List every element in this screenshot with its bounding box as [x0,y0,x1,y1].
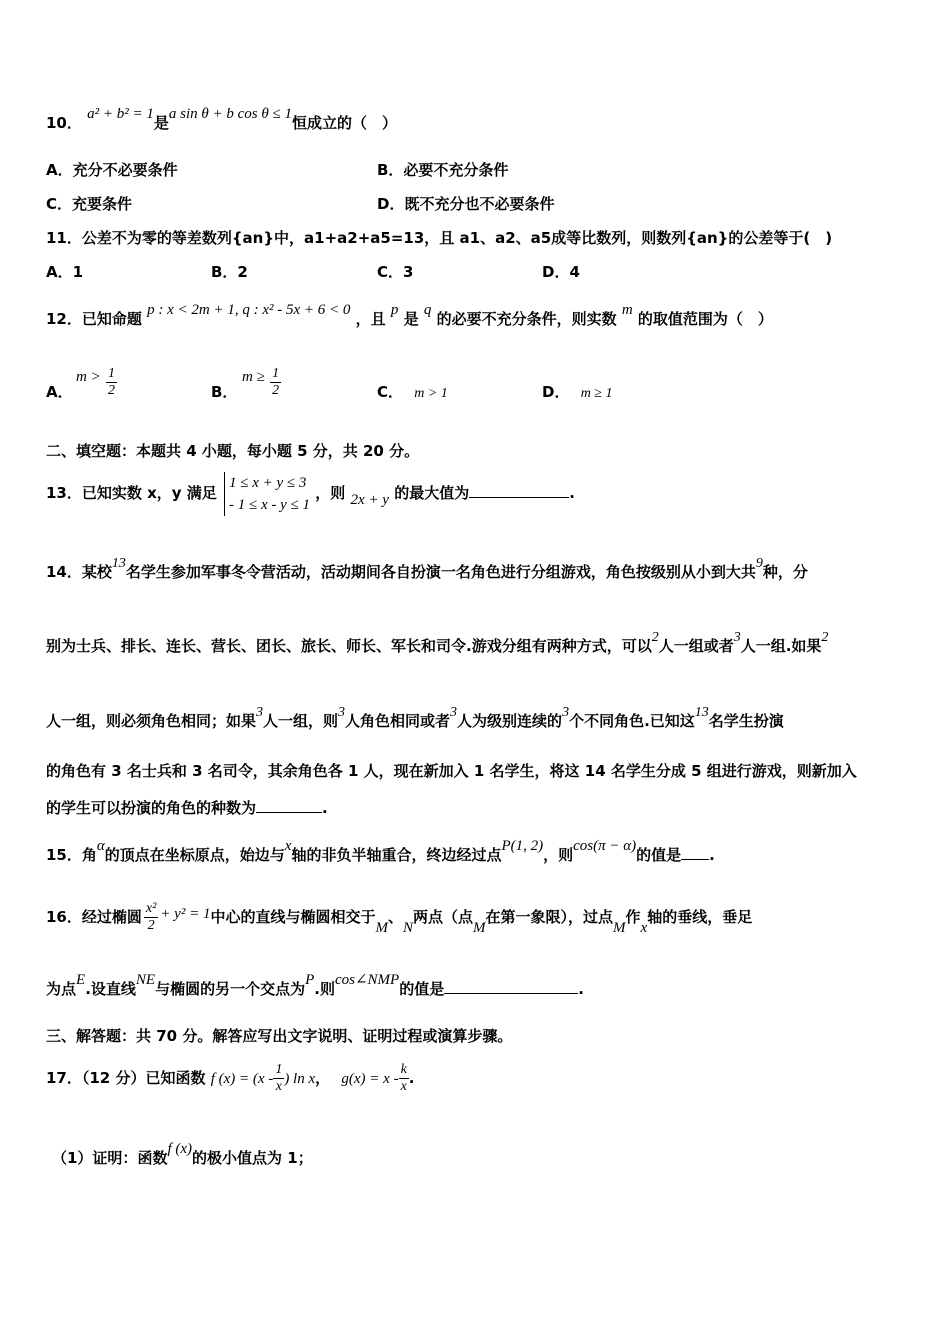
question-text: 与椭圆的另一个交点为 [155,980,306,998]
question-text: . [578,980,584,998]
math-number: 3 [450,705,458,720]
fraction-numerator: 1 [107,366,115,381]
option-c [377,372,448,414]
inequality-1: 1 ≤ x + y ≤ 3 [229,474,307,491]
question-14-line-2 [46,630,910,658]
question-text: 名学生扮演 [708,712,784,730]
math-expr: m > 1 [414,386,448,401]
math-expr: m > [76,369,101,385]
math-number: 9 [755,556,763,571]
question-text: 的极小值点为 1； [192,1149,313,1167]
fraction [399,1062,409,1095]
math-number: 13 [694,705,709,720]
math-expr: M [613,920,626,936]
question-text: 轴的垂线，垂足 [647,908,753,926]
math-number: 2 [821,630,829,645]
question-text: 13．已知实数 x，y 满足 [46,484,217,502]
math-expr: cos(π − α) [573,838,637,854]
math-expr: m ≥ [242,369,265,385]
answer-blank[interactable] [469,483,569,498]
question-text: 的学生可以扮演的角色的种数为 [46,799,257,817]
question-text: 为点 [46,980,77,998]
option-c: C．充要条件 [46,195,133,213]
math-expr: + y² = 1 [160,906,211,922]
fraction-numerator: x² [145,901,157,916]
math-expr: f (x) [167,1141,193,1157]
option-a: A．充分不必要条件 [46,161,178,179]
question-17-part-1 [52,1141,910,1169]
math-expr: x [640,920,648,936]
option-d [542,372,612,414]
question-text: 作 [625,908,641,926]
question-15 [46,838,910,866]
question-text: . [569,484,575,502]
question-text: 人为级别连续的 [457,712,563,730]
question-text: 15．角 [46,846,97,864]
math-number: 3 [733,630,741,645]
question-text: 的值是 [636,846,682,864]
math-expr: a² + b² = 1 [87,106,154,122]
fraction-numerator: 1 [275,1062,283,1077]
math-expr: g(x) = x - [341,1071,399,1087]
question-text: . [322,799,328,817]
question-text: 别为士兵、排长、连长、营长、团长、旅长、师长、军长和司令.游戏分组有两种方式，可以 [46,637,652,655]
question-text: 的最大值为 [394,484,470,502]
question-text: 恒成立的（ ） [291,114,397,132]
fraction-denominator: 2 [107,383,115,398]
inequality-system [224,472,310,516]
question-14-line-3 [46,705,910,733]
answer-blank[interactable] [681,845,709,860]
q12-options [46,362,910,402]
option-a: A．1 [46,263,84,281]
question-14-line-4: 的角色有 3 名士兵和 3 名司令，其余角色各 1 人，现在新加入 1 名学生，将这 14 名学生分成 5 组进行游戏，则新加入 [46,762,857,780]
question-text: 中心的直线与椭圆相交于 [210,908,376,926]
math-expr: P(1, 2) [501,838,544,854]
math-expr: p : x < 2m + 1, q : x² - 5x + 6 < 0 [147,302,351,318]
question-text: 的顶点在坐标原点，始边与 [104,846,285,864]
math-expr: m [621,302,633,318]
math-number: 2 [651,630,659,645]
option-label: B． [211,383,238,401]
fraction [106,366,117,399]
question-14-line-5 [46,798,910,818]
question-text: . [408,1069,415,1087]
answer-blank[interactable] [256,798,322,813]
question-text: .设直线 [85,980,136,998]
fraction [144,901,158,934]
option-b [211,372,237,412]
question-text: . [709,846,715,864]
math-expr: M [473,920,486,936]
option-b-expr [242,362,281,403]
math-number: 3 [256,705,264,720]
question-text: ， [315,1069,331,1087]
option-c: C．3 [377,263,414,281]
fraction-numerator: k [400,1062,407,1077]
question-text: 在第一象限），过点 [485,908,614,926]
question-text: 人一组或者 [658,637,734,655]
fraction-numerator: 1 [272,366,280,381]
math-expr: cos∠NMP [334,972,400,988]
question-text: 是 [403,310,419,328]
math-expr: M [375,920,388,936]
math-expr: a sin θ + b cos θ ≤ 1 [168,106,292,122]
fraction-denominator: x [400,1079,407,1094]
question-16-line-2 [46,972,910,1000]
question-text: 种，分 [762,563,808,581]
math-expr: α [96,838,105,854]
question-14-line-1 [46,556,910,584]
math-number: 13 [111,556,126,571]
section-2-heading: 二、填空题：本题共 4 小题，每小题 5 分，共 20 分。 [46,442,420,460]
option-label: A． [46,383,73,401]
option-b: B．2 [211,263,248,281]
fraction-denominator: 2 [147,918,155,933]
fraction [273,1062,284,1095]
question-text: ，则 [315,484,346,502]
fraction [270,366,281,399]
math-number: 3 [562,705,570,720]
option-a [46,372,73,412]
question-text: 人一组，则必须角色相同；如果 [46,712,257,730]
question-text: 、 [387,908,403,926]
option-label: C． [377,383,404,401]
math-expr: E [76,972,86,988]
question-text: 16．经过椭圆 [46,908,142,926]
math-expr: f (x) = (x - [210,1071,274,1087]
option-a-expr [76,362,117,403]
math-expr: m ≥ 1 [580,386,613,401]
question-text: 轴的非负半轴重合，终边经过点 [291,846,502,864]
math-expr: N [402,920,413,936]
question-text: 11．公差不为零的等差数列{an}中，a1+a2+a5=13，且 a1、a2、a5成等比数列，则数列{an}的公差等于( ) [46,229,833,247]
question-13 [46,466,910,520]
section-3-heading: 三、解答题：共 70 分。解答应写出文字说明、证明过程或演算步骤。 [46,1027,513,1045]
question-text: 名学生参加军事冬令营活动，活动期间各自扮演一名角色进行分组游戏，角色按级别从小到大共 [125,563,756,581]
math-number: 3 [338,705,346,720]
question-text: 个不同角色.已知这 [569,712,695,730]
option-label: D． [542,383,570,401]
option-d: D．4 [542,263,580,281]
question-text: （1）证明：函数 [52,1149,168,1167]
question-number: 10． [46,114,82,132]
fraction-denominator: x [275,1079,282,1094]
question-text: 的取值范围为（ ） [637,310,773,328]
inequality-2: - 1 ≤ x - y ≤ 1 [229,496,311,513]
question-text: 的必要不充分条件，则实数 [436,310,617,328]
question-16-line-1 [46,895,910,939]
option-d: D．既不充分也不必要条件 [377,195,555,213]
math-expr: p [390,302,399,318]
math-expr: q [423,302,432,318]
math-expr: x [284,838,292,854]
fraction-denominator: 2 [272,383,280,398]
option-b: B．必要不充分条件 [377,161,509,179]
math-expr: P [305,972,315,988]
question-text: 两点（点 [413,908,474,926]
math-expr: 2x + y [350,492,389,508]
question-text: 人一组.如果 [740,637,822,655]
question-text: 是 [153,114,169,132]
question-text: 12．已知命题 [46,310,142,328]
question-11 [46,228,910,248]
question-12 [46,302,910,330]
question-text: ，则 [543,846,574,864]
answer-blank[interactable] [444,979,578,994]
question-10 [46,106,910,134]
math-expr: NE [135,972,156,988]
question-text: .则 [314,980,335,998]
question-17 [46,1056,910,1100]
question-text: 17．（12 分）已知函数 [46,1069,206,1087]
question-text: 的值是 [399,980,445,998]
question-text: 人角色相同或者 [345,712,451,730]
question-text: 人一组，则 [263,712,339,730]
question-text: ，且 [355,310,386,328]
question-text: 14．某校 [46,563,112,581]
math-expr: ) ln x [284,1071,316,1087]
